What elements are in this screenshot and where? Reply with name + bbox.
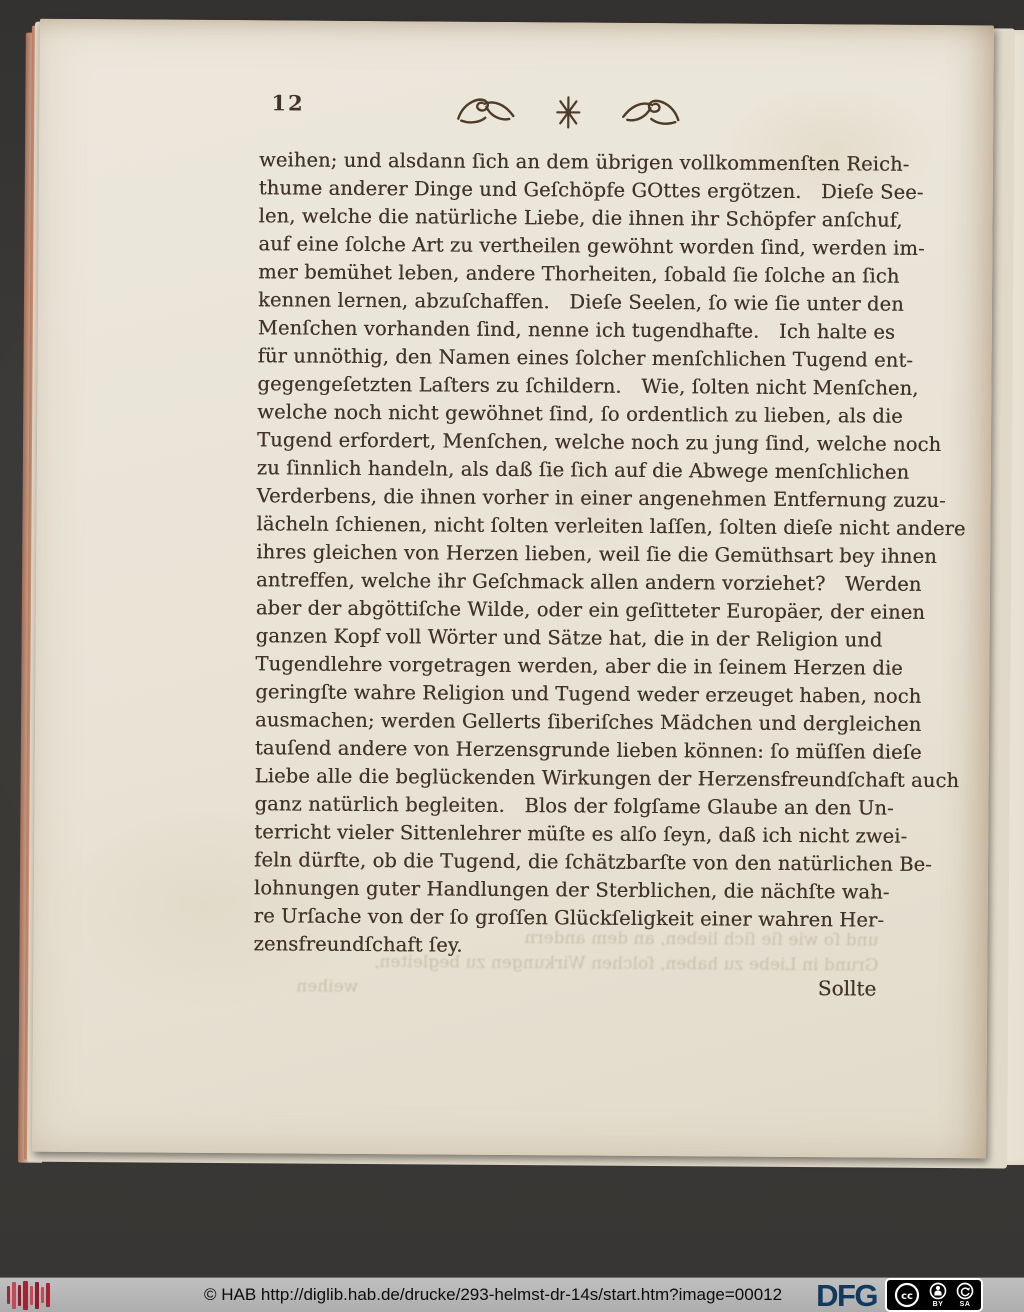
text-line: welche noch nicht gewöhnet ſind, ſo ordentlich zu lieben, als die — [257, 400, 903, 428]
text-line: Tugend erfordert, Menſchen, welche noch zu jung ſind, welche noch — [256, 428, 942, 456]
text-line: aber der abgöttiſche Wilde, oder ein geſitteter Europäer, der einen — [255, 596, 926, 624]
text-line: geringſte wahre Religion und Tugend weder erzeuget haben, noch — [255, 680, 922, 708]
cc-by-column — [929, 1282, 947, 1308]
floral-flourish-right-icon — [617, 92, 683, 134]
text-line: thume anderer Dinge und Geſchöpfe GOttes ergötzen. Dieſe See- — [258, 176, 924, 204]
bleedthrough-line: und ſo wie ſie ſich lieben, an dem andern — [524, 928, 879, 951]
text-line: ausmachen; werden Gellerts ſiberiſches Mädchen und dergleichen — [254, 708, 922, 736]
text-line: re Urſache von der ſo groſſen Glückſeligkeit einer wahren Her- — [253, 904, 885, 932]
book-page — [32, 19, 994, 1159]
hab-logo-icon[interactable] — [7, 1280, 50, 1310]
catchword: Sollte — [817, 976, 877, 1001]
text-line: Liebe alle die beglückenden Wirkungen der Herzensfreundſchaft auch — [254, 764, 960, 793]
bleedthrough-line: Grund in Liebe zu haben, ſolchen Wirkungen zu begleiten, — [374, 952, 879, 976]
text-line: tauſend andere von Herzensgrunde lieben können: ſo müſſen dieſe — [254, 736, 922, 764]
body-text-block — [253, 146, 966, 1001]
cc-by-sa-badge[interactable] — [885, 1278, 983, 1312]
text-line: zensfreundſchaft ſey. — [253, 932, 463, 957]
svg-text:cc: cc — [901, 1290, 913, 1302]
dfg-logo[interactable]: DFG — [816, 1277, 878, 1312]
text-line: Menſchen vorhanden ſind, nenne ich tugendhafte. Ich halte es — [257, 316, 896, 344]
floral-flourish-left-icon — [453, 91, 519, 133]
text-line: antreffen, welche ihr Geſchmack allen andern vorziehet? Werden — [255, 568, 922, 596]
text-line: feln dürfte, ob die Tugend, die ſchätzbarſte von den natürlichen Be- — [254, 848, 932, 876]
text-line: zu ſinnlich handeln, als daß ſie ſich auf die Abwege menſchlichen — [256, 456, 910, 484]
text-line: kennen lernen, abzuſchaffen. Dieſe Seelen, ſo wie ſie unter den — [257, 288, 904, 316]
page-number: 12 — [271, 90, 305, 116]
attribution-bar — [0, 1277, 1024, 1312]
text-line: auf eine ſolche Art zu vertheilen gewöhnt worden ſind, werden im- — [258, 232, 925, 260]
text-line: terricht vieler Sittenlehrer müſte es alſo ſeyn, daß ich nicht zwei- — [254, 820, 908, 848]
cc-sa-label: SA — [959, 1300, 971, 1308]
cc-icon — [894, 1282, 920, 1308]
scanned-page — [32, 19, 994, 1159]
cc-by-label: BY — [932, 1300, 944, 1308]
text-lines — [253, 146, 966, 962]
text-line: ihres gleichen von Herzen lieben, weil ſie die Gemüthsart bey ihnen — [256, 540, 937, 568]
source-url-link[interactable]: © HAB http://diglib.hab.de/drucke/293-helmst-dr-14s/start.htm?image=00012 — [204, 1285, 783, 1304]
cc-by-person-icon — [929, 1282, 947, 1300]
text-line: gegengeſetzten Laſters zu ſchildern. Wie, ſolten nicht Menſchen, — [257, 372, 919, 400]
header-ornaments — [453, 88, 683, 138]
asterisk-cross-icon — [553, 93, 583, 131]
text-line: lohnungen guter Handlungen der Sterblichen, die nächſte wah- — [253, 876, 890, 904]
cc-sa-column — [956, 1282, 974, 1308]
text-line: mer bemühet leben, andere Thorheiten, ſobald ſie ſolche an ſich — [258, 260, 900, 288]
text-line: weihen; und alsdann ſich an dem übrigen vollkommenſten Reich- — [258, 148, 910, 176]
text-line: ganz natürlich begleiten. Blos der folgſame Glaube an den Un- — [254, 792, 894, 820]
cc-sa-arrow-icon — [956, 1282, 974, 1300]
text-line: ganzen Kopf voll Wörter und Sätze hat, die in der Religion und — [255, 624, 883, 652]
text-line: für unnöthig, den Namen eines ſolcher menſchlichen Tugend ent- — [257, 344, 914, 372]
text-line: Tugendlehre vorgetragen werden, aber die in ſeinem Herzen die — [255, 652, 903, 680]
text-line: lächeln ſchienen, nicht ſolten verleiten laſſen, ſolten dieſe nicht andere — [256, 512, 966, 541]
text-line: len, welche die natürliche Liebe, die ihnen ihr Schöpfer anſchuf, — [258, 204, 903, 232]
bleedthrough-line: weihen — [296, 976, 359, 997]
text-line: Verderbens, die ihnen vorher in einer angenehmen Entfernung zuzu- — [256, 484, 946, 513]
